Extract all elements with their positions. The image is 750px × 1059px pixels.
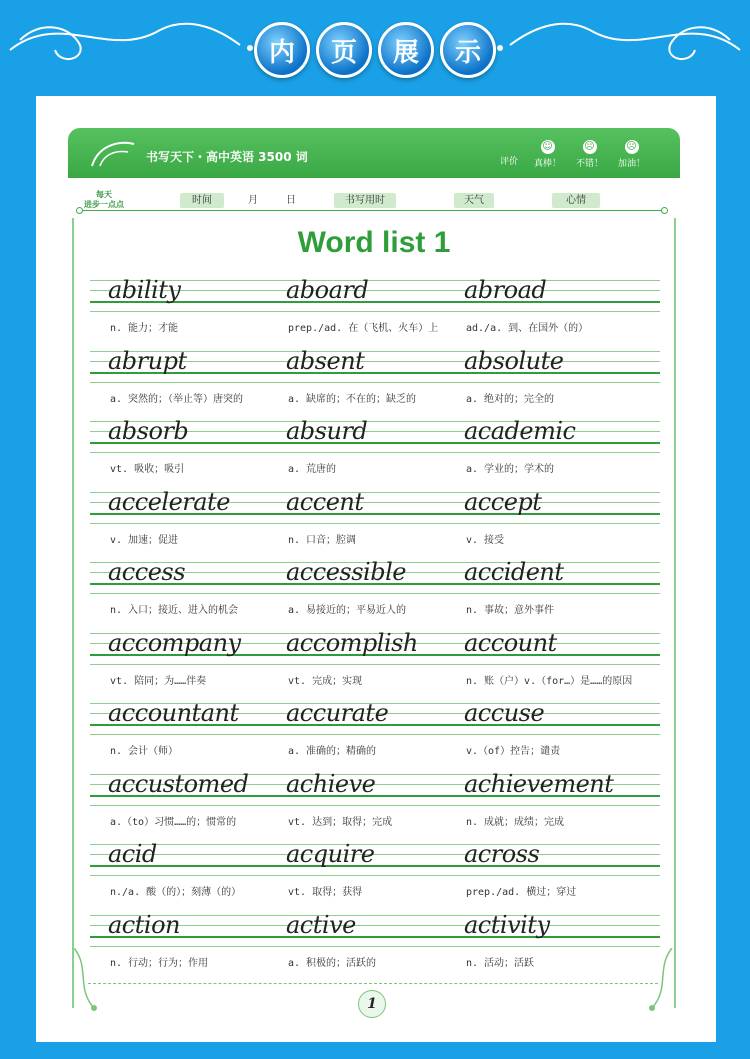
vocab-word: achieve: [286, 769, 376, 798]
vocab-definition: n. 账（户）v.（for…）是……的原因: [466, 675, 633, 687]
handwriting-guide-lines: [90, 842, 660, 876]
motto-line: 进步一点点: [84, 200, 124, 209]
vocab-definition: a. 积极的；活跃的: [288, 957, 377, 969]
vocab-word: accident: [464, 558, 564, 586]
vocab-word: absolute: [464, 346, 564, 375]
month-label: 月: [248, 195, 258, 206]
duration-label: 书写用时: [334, 193, 396, 208]
vocab-word: absent: [286, 346, 365, 375]
word-row: [90, 842, 660, 913]
vocab-definition: n. 能力；才能: [110, 323, 179, 334]
vocab-definition: a. 学业的；学术的: [466, 464, 555, 475]
vocab-definition: prep./ad. 横过；穿过: [466, 887, 577, 898]
word-row: [90, 628, 660, 702]
vocab-word: ability: [108, 276, 181, 304]
sad-face-icon: ☹: [626, 141, 637, 152]
vocab-word: accompany: [108, 628, 241, 657]
vine-decoration-left: [70, 948, 110, 1018]
vocab-definition: v. 接受: [466, 534, 505, 546]
rating-great[interactable]: [534, 140, 561, 169]
vocab-definition: a. 缺席的；不在的；缺乏的: [288, 393, 417, 405]
smile-face-icon: ☺: [542, 141, 553, 152]
vocab-word: accountant: [108, 699, 239, 727]
record-info-row: [68, 186, 680, 216]
vocab-word: accessible: [286, 558, 406, 586]
bottom-divider: [88, 983, 658, 985]
vocab-word: accustomed: [108, 769, 249, 798]
vocab-word: accomplish: [286, 628, 418, 657]
vocab-definition: n. 成就；成绩；完成: [466, 816, 565, 828]
vocab-word: active: [286, 910, 356, 939]
vocab-definition: vt. 取得；获得: [288, 887, 363, 898]
workbook-page: [68, 128, 680, 1038]
vocab-word: acid: [108, 840, 157, 868]
motto: [84, 190, 124, 210]
vocab-word: accurate: [286, 699, 389, 727]
rating-try[interactable]: [618, 140, 645, 169]
vocab-word: across: [464, 840, 540, 868]
banner-char: 展: [378, 22, 434, 78]
vocab-definition: a. 绝对的；完全的: [466, 393, 555, 405]
rating-good-label: 不错！: [576, 159, 604, 169]
vocab-definition: vt. 吸收；吸引: [110, 464, 185, 475]
word-row: [90, 346, 660, 420]
vine-decoration-right: [636, 948, 676, 1018]
vocab-word: academic: [464, 417, 576, 445]
word-row: [90, 278, 660, 349]
vocab-word: access: [108, 558, 186, 586]
vocab-definition: n. 行动；行为；作用: [110, 957, 209, 969]
rating-good[interactable]: [576, 140, 603, 169]
vocab-word: absurd: [286, 417, 368, 445]
book-title: 书写天下・高中英语 3500 词: [146, 150, 308, 164]
vocab-definition: vt. 陪同；为……伴奏: [110, 675, 207, 687]
vocab-definition: n. 活动；活跃: [466, 957, 535, 969]
word-list-title: Word list 1: [297, 226, 451, 259]
word-row: [90, 560, 660, 631]
vocab-definition: n. 事故；意外事件: [466, 605, 555, 616]
day-label: 日: [286, 195, 296, 206]
header-bar: [68, 128, 680, 178]
word-row: [90, 701, 660, 772]
banner-char: 页: [316, 22, 372, 78]
vocab-definition: a.（to）习惯……的；惯常的: [110, 816, 237, 828]
banner: [0, 0, 750, 90]
vocab-definition: vt. 达到；取得；完成: [288, 816, 393, 828]
vocab-definition: vt. 完成；实现: [288, 675, 363, 687]
vocab-word: account: [464, 628, 557, 657]
vocab-word: abrupt: [108, 346, 187, 375]
word-rows: [90, 278, 660, 983]
right-border: [674, 218, 676, 1008]
time-label: 时间: [180, 193, 224, 208]
vocab-definition: v.（of）控告；谴责: [466, 746, 561, 757]
weather-label: 天气: [454, 193, 494, 208]
vocab-word: absorb: [108, 417, 189, 445]
neutral-face-icon: ☹: [584, 141, 595, 152]
vocab-word: abroad: [464, 276, 547, 304]
banner-char: 示: [440, 22, 496, 78]
word-row: [90, 419, 660, 490]
word-row: [90, 769, 660, 843]
word-row: [90, 487, 660, 561]
page-number: 1: [358, 990, 386, 1018]
vocab-definition: a. 易接近的；平易近人的: [288, 605, 407, 616]
word-row: [90, 910, 660, 984]
vocab-word: acquire: [286, 840, 375, 868]
leaf-swirl-icon: [88, 136, 138, 172]
vocab-definition: n./a. 酸（的）；刻薄（的）: [110, 887, 242, 898]
vocab-word: accuse: [464, 699, 545, 727]
vocab-word: action: [108, 910, 180, 939]
vocab-word: aboard: [286, 276, 369, 304]
banner-char: 内: [254, 22, 310, 78]
vocab-definition: v. 加速；促进: [110, 534, 179, 546]
vocab-word: achievement: [464, 769, 614, 798]
mood-label: 心情: [552, 193, 600, 208]
vocab-definition: a. 准确的；精确的: [288, 746, 377, 757]
page-banner-title: [254, 22, 496, 78]
vocab-word: accept: [464, 487, 542, 516]
vocab-word: activity: [464, 910, 550, 939]
vocab-definition: n. 会计（师）: [110, 746, 179, 757]
info-divider: [82, 210, 662, 211]
vocab-definition: n. 入口；接近、进入的机会: [110, 605, 239, 616]
vocab-definition: a. 突然的；（举止等）唐突的: [110, 393, 244, 405]
vocab-definition: n. 口音；腔调: [288, 534, 357, 546]
motto-line: 每天: [96, 190, 112, 199]
vocab-definition: ad./a. 到、在国外（的）: [466, 323, 589, 334]
vocab-word: accent: [286, 487, 364, 516]
left-border: [72, 218, 74, 1008]
vocab-definition: prep./ad. 在（飞机、火车）上: [288, 323, 439, 334]
rating-try-label: 加油！: [618, 159, 646, 169]
rating-label: 评价: [500, 157, 519, 167]
rating-great-label: 真棒！: [534, 159, 562, 169]
vocab-definition: a. 荒唐的: [288, 464, 337, 475]
vocab-word: accelerate: [108, 487, 230, 516]
